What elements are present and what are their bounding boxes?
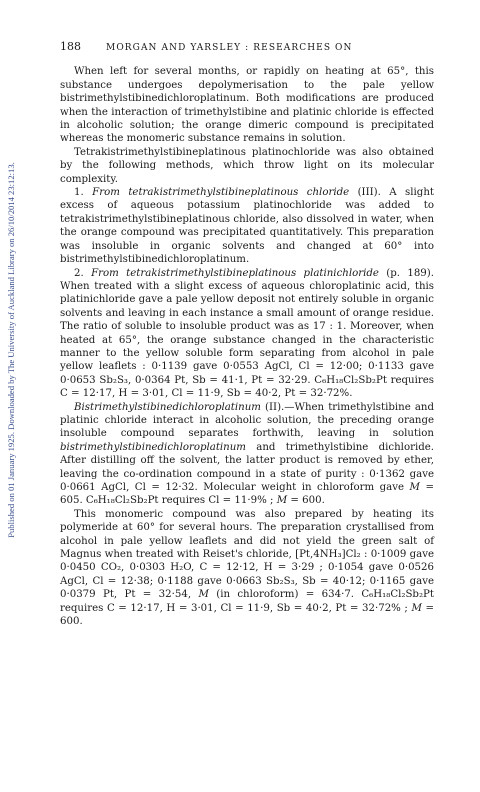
paragraph-method-1 <box>60 186 434 266</box>
running-title: MORGAN AND YARSLEY : RESEARCHES ON <box>106 43 353 53</box>
download-notice-strip <box>4 40 18 660</box>
method-1-number: 1. <box>74 187 93 199</box>
section-text-1: (II).—When trimethylstibine and platinic chloride interact in alcoholic solution, the preceding orange insoluble compound separates forthwith, leaving in solution <box>60 401 434 440</box>
paragraph-methods-intro: Tetrakistrimethylstibineplatinous platinochloride was also obtained by the following methods, which throw light on its molecular complexity. <box>60 146 434 185</box>
compound-name-italic: bistrimethylstibinedichloroplatinum <box>60 441 246 453</box>
article-page <box>60 40 434 628</box>
paragraph-bistrimethylstibine <box>60 401 434 508</box>
download-notice-text: Published on 01 January 1925. Downloaded by The University of Auckland Library on 26/10/2014 23:12:13. <box>6 162 17 538</box>
section-heading-bistrimethylstibine: Bistrimethylstibinedichloroplatinum <box>74 401 261 413</box>
paragraph-depolymerisation: When left for several months, or rapidly on heating at 65°, this substance undergoes depolymerisation to the pale yellow bistrimethylstibinedichloroplatinum. Both modifications are produced when the interaction of trimethylstibine and platinic chloride is effected in alcoholic solution; the orange dimeric compound is precipitated whereas the monomeric substance remains in solution. <box>60 66 434 145</box>
section-text-3: = 605. C₆H₁₈Cl₂Sb₂Pt requires Cl = 11·9% ; <box>60 482 434 507</box>
method-2-text: (p. 189). When treated with a slight excess of aqueous chloroplatinic acid, this platinichloride gave a pale yellow deposit not entirely soluble in organic solvents and leaving in each instance a small amount of orange residue. The ratio of soluble to insoluble product was as 17 : 1. Moreover, when heated at 65°, the orange substance changed in the characteristic manner to the yellow soluble form separating from alcohol in pale yellow leaflets : 0·1139 gave 0·0553 AgCl, Cl = 12·00; 0·1133 gave 0·0653 Sb₂S₃, 0·0364 Pt, Sb = 41·1, Pt = 32·29. C₆H₁₈Cl₂Sb₂Pt requires C = 12·17, H = 3·01, Cl = 11·9, Sb = 40·2, Pt = 32·72%. <box>60 267 434 400</box>
molecular-weight-symbol: M <box>276 495 288 507</box>
method-1-heading: From tetrakistrimethylstibineplatinous chloride <box>92 187 350 199</box>
molecular-weight-symbol: M <box>409 482 420 493</box>
monomeric-text-2: (in chloroform) = 634·7. C₆H₁₈Cl₂Sb₂Pt requires C = 12·17, H = 3·01, Cl = 11·9, Sb = 40·2, Pt = 32·72% ; <box>60 589 434 614</box>
method-2-number: 2. <box>74 267 92 279</box>
section-text-2: and trimethylstibine dichloride. After distilling off the solvent, the latter product is removed by ether, leaving the co-ordination compound in a state of purity : 0·1362 gave 0·0661 AgCl, Cl = 12·32. Molecular weight in chloroform gave <box>60 441 434 493</box>
monomeric-text-3: = 600. <box>60 602 434 628</box>
page-number: 188 <box>60 40 81 53</box>
paragraph-monomeric-preparation <box>60 508 434 629</box>
paragraph-method-2 <box>60 267 434 401</box>
method-1-text: (III). A slight excess of aqueous potassium platinochloride was added to tetrakistrimethylstibineplatinous chloride, also dissolved in water, when the orange compound was precipitated quantitatively. This preparation was insoluble in organic solvents and changed at 60° into bistrimethylstibinedichloroplatinum. <box>60 187 434 266</box>
method-2-heading: From tetrakistrimethylstibineplatinous platinichloride <box>91 267 379 279</box>
molecular-weight-symbol: M <box>411 602 422 614</box>
page-header <box>60 40 434 55</box>
monomeric-text-1: This monomeric compound was also prepared by heating its polymeride at 60° for several hours. The preparation crystallised from alcohol in pale yellow leaflets and did not yield the green salt of Magnus when treated with Reiset's chloride, [Pt,4NH₃]Cl₂ : 0·1009 gave 0·0450 CO₂, 0·0303 H₂O, C = 12·12, H = 3·29 ; 0·1054 gave 0·0526 AgCl, Cl = 12·38; 0·1188 gave 0·0663 Sb₂S₃, Sb = 40·12; 0·1165 gave 0·0379 Pt, Pt = 32·54, <box>60 508 434 601</box>
section-text-4: = 600. <box>287 495 325 507</box>
molecular-weight-symbol: M <box>198 589 209 601</box>
